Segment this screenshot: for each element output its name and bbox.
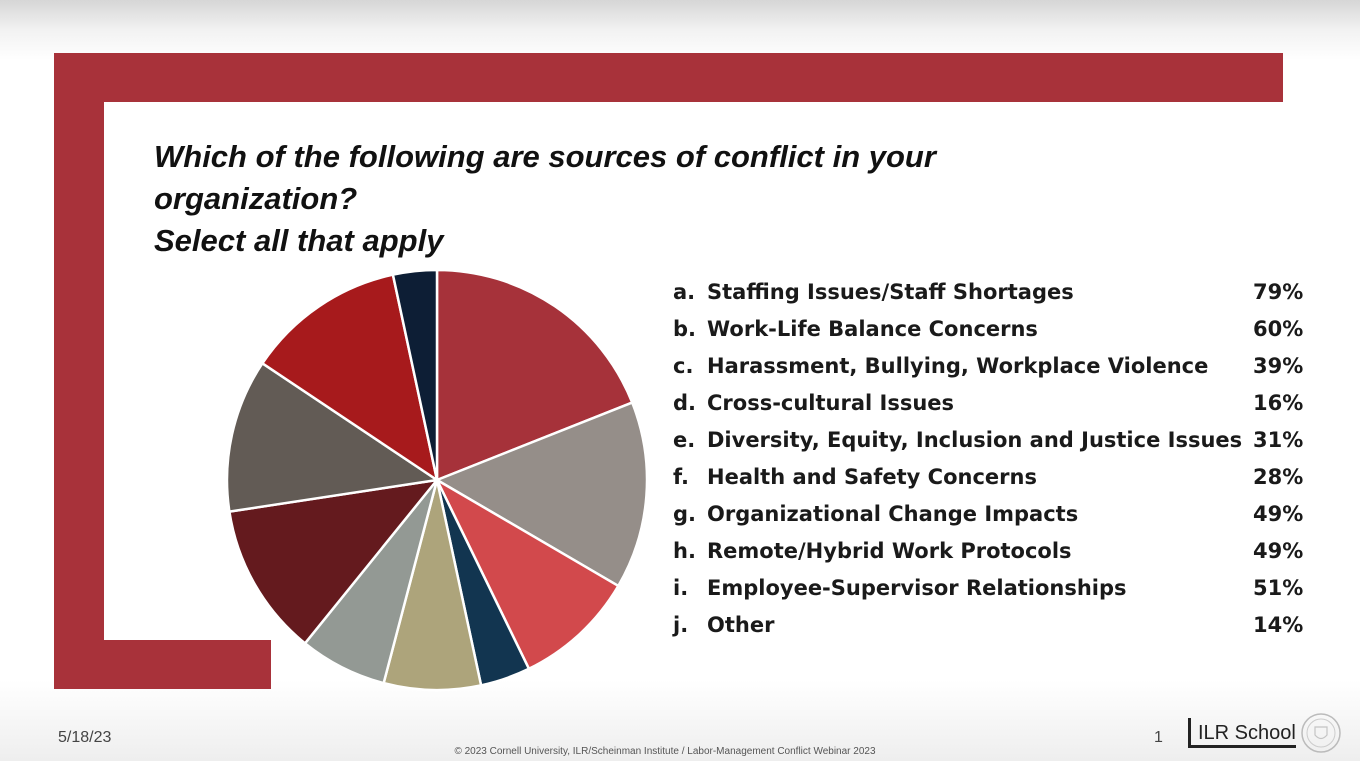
legend-label: Staffing Issues/Staff Shortages [707,280,1074,304]
legend-letter: d. [673,391,697,415]
legend-label: Remote/Hybrid Work Protocols [707,539,1072,563]
legend-label: Other [707,613,775,637]
legend-row [673,496,1333,533]
legend-label: Health and Safety Concerns [707,465,1037,489]
page-number: 1 [1154,729,1163,746]
legend-percent: 51% [1253,576,1304,600]
legend-letter: g. [673,502,697,526]
legend-row [673,459,1333,496]
legend-percent: 49% [1253,502,1304,526]
legend-percent: 60% [1253,317,1304,341]
legend-label: Cross-cultural Issues [707,391,955,415]
legend-label: Work-Life Balance Concerns [707,317,1038,341]
legend-percent: 16% [1253,391,1304,415]
legend-letter: j. [673,613,689,637]
legend-percent: 39% [1253,354,1304,378]
legend-letter: h. [673,539,696,563]
legend-percent: 49% [1253,539,1304,563]
legend-percent: 79% [1253,280,1304,304]
legend-row [673,274,1333,311]
legend-row [673,385,1333,422]
legend-label: Organizational Change Impacts [707,502,1079,526]
title-line-1: Which of the following are sources of conflict in your [154,139,936,174]
legend-letter: a. [673,280,696,304]
legend-letter: i. [673,576,689,600]
legend-label: Diversity, Equity, Inclusion and Justice Issues [707,428,1243,452]
legend-percent: 31% [1253,428,1304,452]
legend-letter: f. [673,465,689,489]
title-line-2: organization? [154,181,358,216]
legend [673,274,1333,644]
legend-row [673,348,1333,385]
university-seal-icon [1299,711,1343,755]
legend-label: Harassment, Bullying, Workplace Violence [707,354,1209,378]
legend-row [673,570,1333,607]
legend-row [673,533,1333,570]
legend-row [673,607,1333,644]
legend-letter: c. [673,354,694,378]
slide-title [154,136,1114,262]
red-bracket-left [54,53,104,689]
legend-letter: b. [673,317,697,341]
legend-label: Employee-Supervisor Relationships [707,576,1127,600]
legend-percent: 14% [1253,613,1304,637]
legend-letter: e. [673,428,696,452]
slide-date: 5/18/23 [58,729,112,746]
red-bracket-top [54,53,1283,102]
legend-percent: 28% [1253,465,1304,489]
title-line-3: Select all that apply [154,223,444,258]
copyright-footer: © 2023 Cornell University, ILR/Scheinman Institute / Labor-Management Conflict Webinar 2023 [454,746,876,757]
pie-chart [210,252,670,712]
ilr-school-logo: ILR School [1188,718,1296,748]
legend-row [673,311,1333,348]
legend-row [673,422,1333,459]
